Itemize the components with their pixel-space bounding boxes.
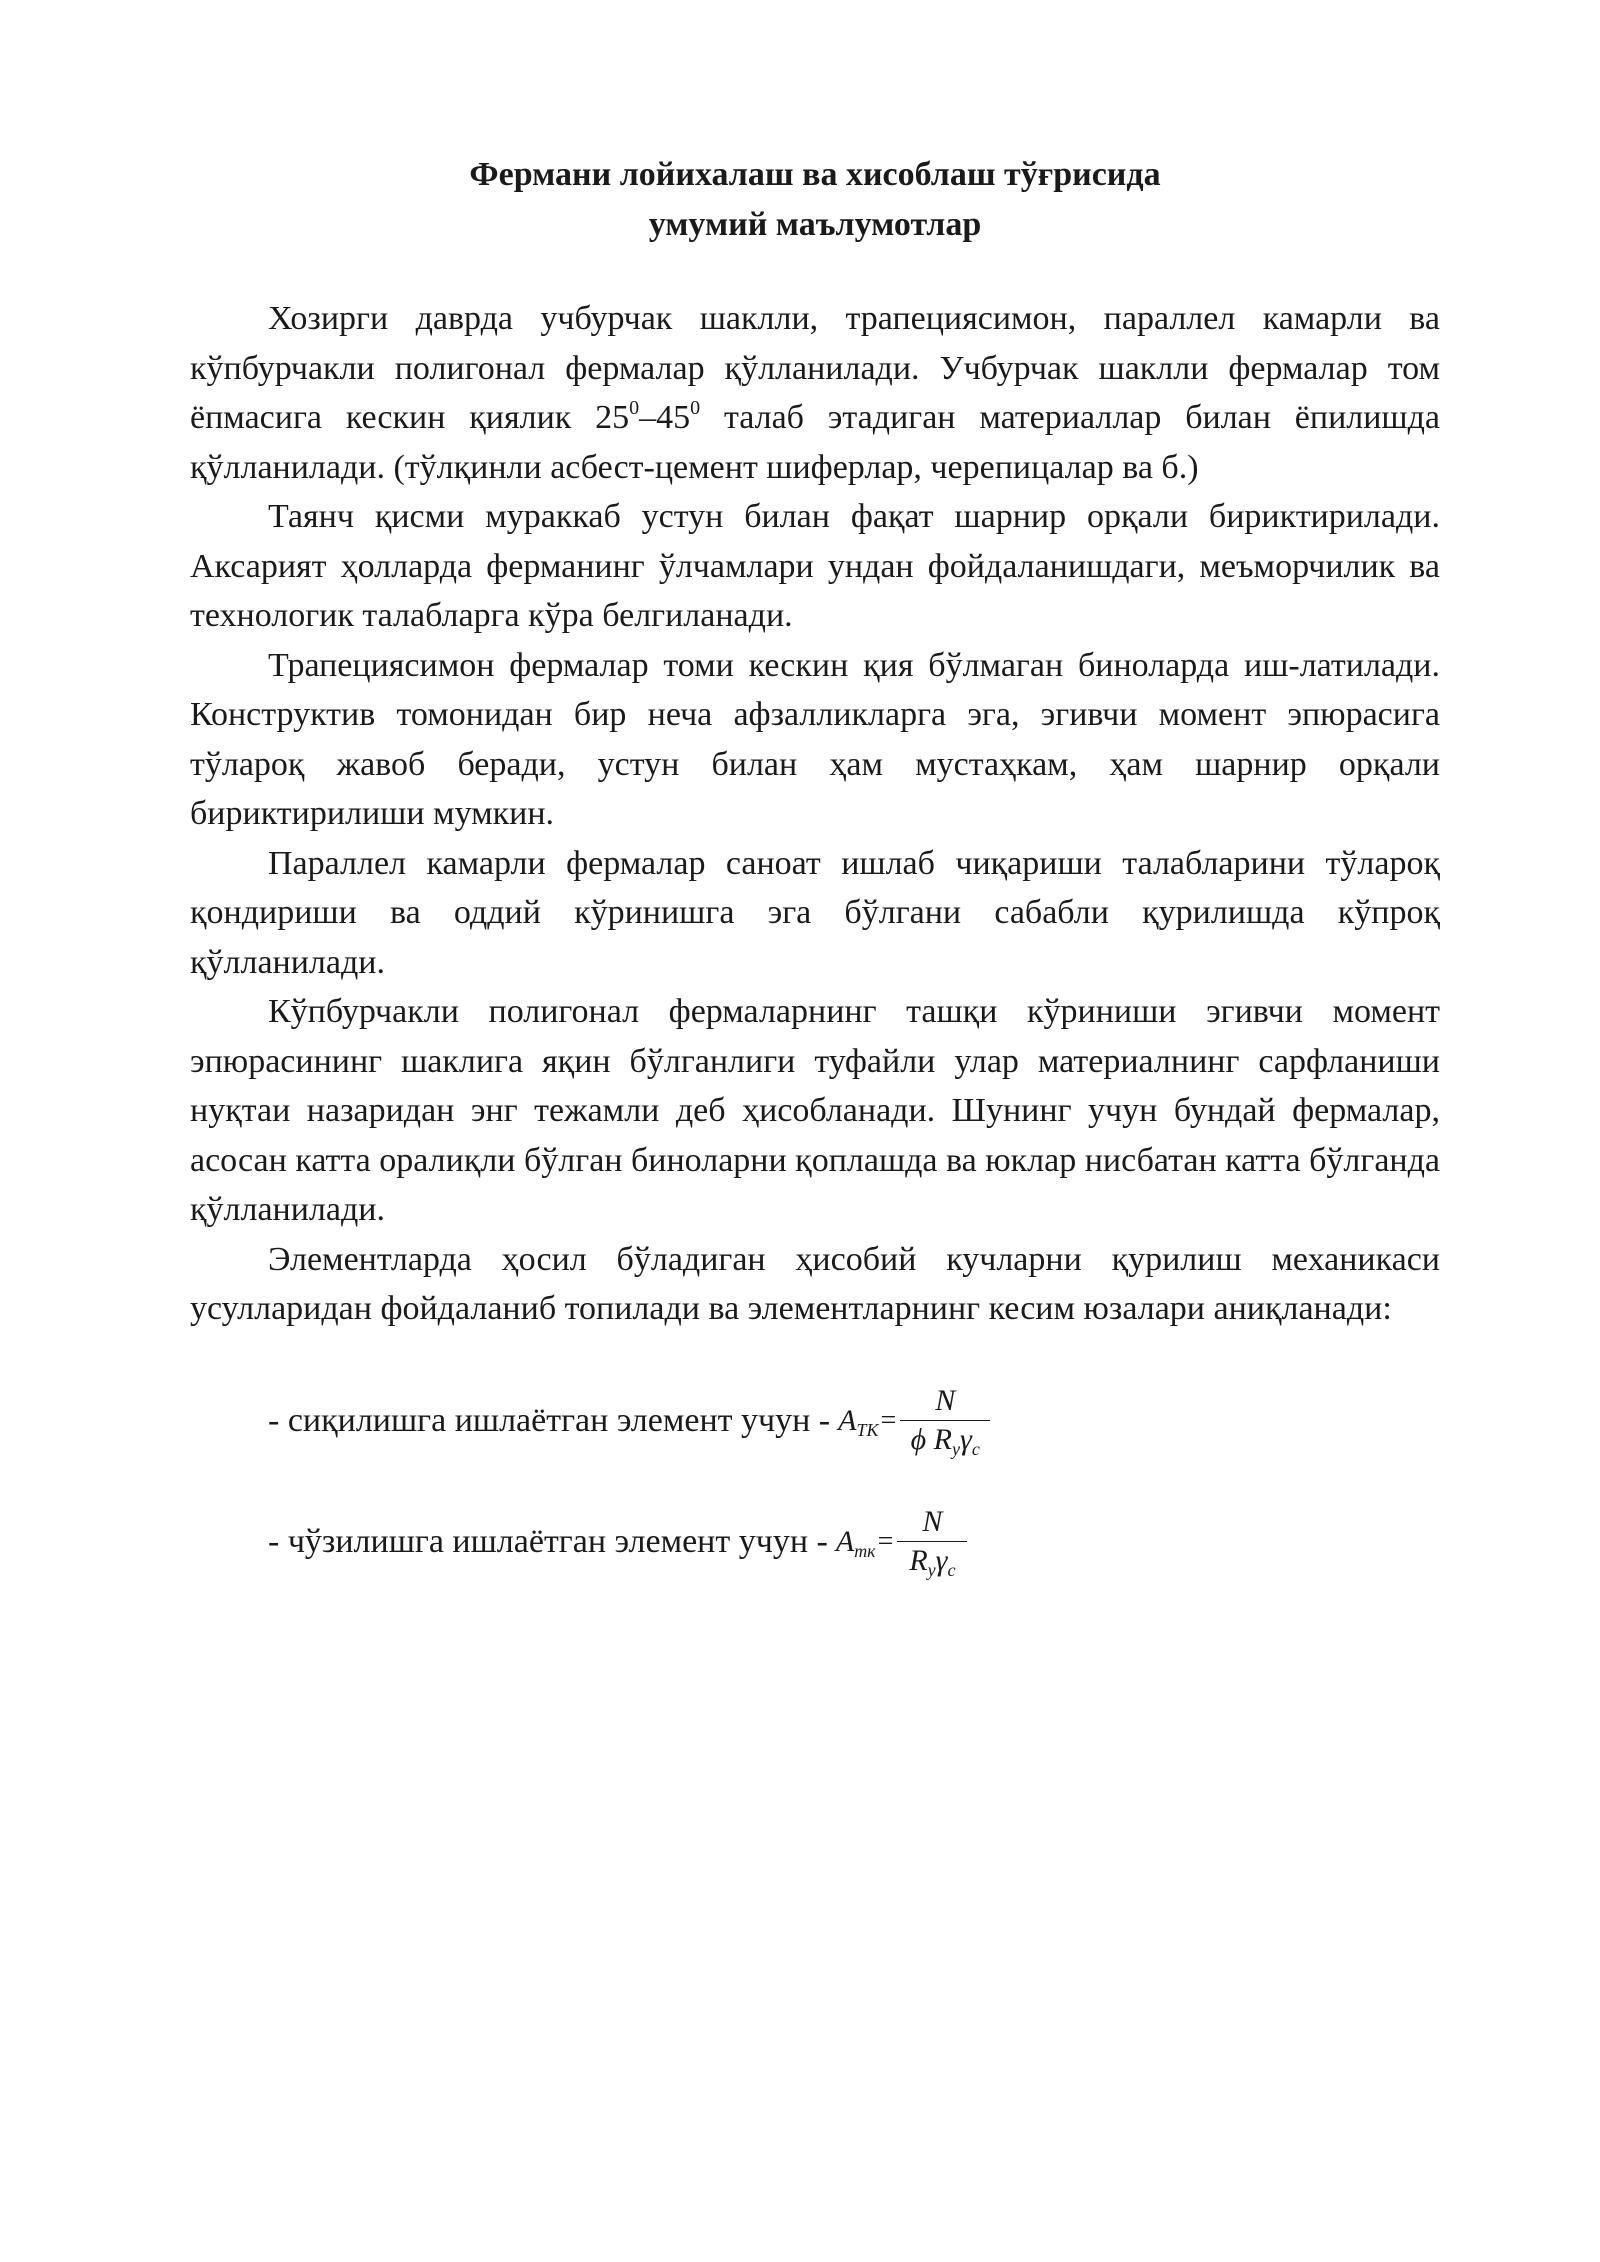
denominator	[911, 1421, 980, 1459]
resistance-symbol: R	[933, 1422, 952, 1456]
phi-symbol: ϕ	[910, 1422, 927, 1456]
compression-formula	[838, 1384, 990, 1459]
page-title	[190, 150, 1440, 250]
gamma-subscript: c	[947, 1559, 956, 1580]
document-page	[190, 150, 1440, 1580]
title-line-1: Фермани лойихалаш ва хисоблаш тўғрисида	[469, 156, 1161, 193]
equals-sign: =	[880, 1405, 897, 1436]
resistance-subscript: y	[927, 1559, 936, 1580]
paragraph-5: Кўпбурчакли полигонал фермаларнинг ташқи кўриниши эгивчи момент эпюрасининг шаклига яқин бўлганлиги туфайли улар материалнинг сарфланиши нуқтаи назаридан энг тежамли деб ҳисобланади. Шунинг учун бундай фермалар, асосан катта оралиқли бўлган биноларни қоплашда ва юклар нисбатан катта бўлганда қўлланилади.	[190, 993, 1440, 1228]
degree-superscript-1: 0	[629, 397, 640, 419]
numerator: N	[900, 1384, 990, 1421]
compression-formula-row	[268, 1384, 1440, 1459]
degree-superscript-2: 0	[690, 397, 701, 419]
tension-formula-row	[268, 1505, 1440, 1580]
title-line-2: умумий маълумотлар	[648, 206, 982, 243]
paragraph-1	[190, 294, 1440, 492]
gamma-symbol: γ	[935, 1543, 948, 1577]
resistance-symbol: R	[909, 1543, 928, 1577]
paragraph-4: Параллел камарли фермалар саноат ишлаб чиқариши талабларини тўлароқ қондириши ва оддий кўринишга эга бўлгани сабабли қурилишда кўпроқ қўлланилади.	[190, 844, 1440, 981]
fraction	[897, 1505, 967, 1580]
resistance-subscript: y	[952, 1438, 960, 1459]
paragraph-1-text-a: Хозирги даврда учбурчак шаклли, трапециясимон, параллел камарли ва кўпбурчакли полигонал фермалар қўлланилади. Учбурчак шаклли фермалар том ёпмасига кескин қиялик 25	[190, 300, 1440, 436]
gamma-subscript: c	[971, 1438, 980, 1459]
paragraph-1-text-b: талаб этадиган материаллар билан ёпилишда қўлланилади. (тўлқинли асбест-цемент шиферлар, черепицалар ва б.)	[190, 399, 1441, 486]
equals-sign: =	[877, 1526, 894, 1557]
denominator	[909, 1542, 955, 1580]
paragraph-2: Таянч қисми мураккаб устун билан фақат шарнир орқали бириктирилади. Аксарият ҳолларда ферманинг ўлчамлари ундан фойдаланишдаги, меъморчилик ва технологик талабларга кўра белгиланади.	[190, 498, 1440, 634]
paragraph-6: Элементларда ҳосил бўладиган ҳисобий кучларни қурилиш механикаси усулларидан фойдаланиб топилади ва элементларнинг кесим юзалари аниқланади:	[190, 1240, 1440, 1327]
gamma-symbol: γ	[960, 1422, 972, 1456]
fraction	[900, 1384, 990, 1459]
area-symbol	[836, 1525, 876, 1559]
compression-formula-label: - сиқилишга ишлаётган элемент учун -	[268, 1402, 831, 1439]
document-body	[190, 294, 1440, 1580]
tension-formula-label: - чўзилишга ишлаётган элемент учун -	[268, 1523, 828, 1560]
area-symbol	[838, 1404, 878, 1438]
paragraph-1-range: –45	[639, 399, 691, 436]
area-subscript: ТК	[856, 1420, 879, 1440]
area-symbol-letter: A	[838, 1404, 857, 1437]
area-symbol-letter: A	[835, 1525, 855, 1558]
tension-formula	[836, 1505, 968, 1580]
area-subscript: тк	[854, 1541, 876, 1561]
paragraph-3: Трапециясимон фермалар томи кескин қия бўлмаган биноларда иш-латилади. Конструктив томонидан бир неча афзалликларга эга, эгивчи момент эпюрасига тўлароқ жавоб беради, устун билан ҳам мустаҳкам, ҳам шарнир орқали бириктирилиши мумкин.	[190, 646, 1440, 832]
numerator: N	[897, 1505, 967, 1542]
